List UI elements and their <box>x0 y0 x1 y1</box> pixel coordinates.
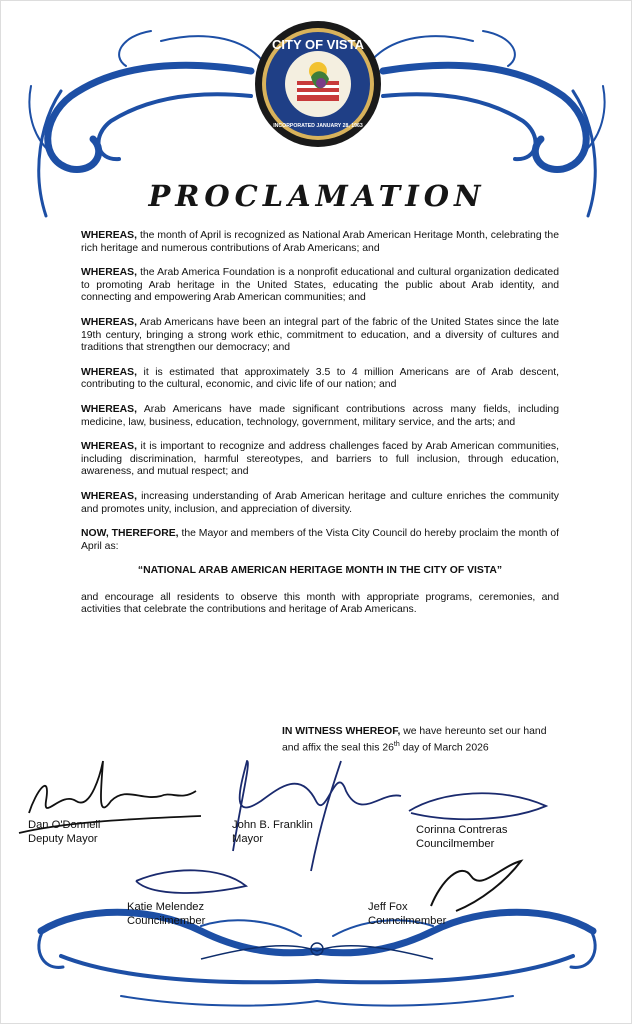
therefore-paragraph: NOW, THEREFORE, the Mayor and members of the Vista City Council do hereby proclaim the month of April as: <box>81 528 559 552</box>
whereas-paragraph: WHEREAS, it is estimated that approximately 3.5 to 4 million Americans are of Arab descent, contributing to the cultural, economic, and civic life of our nation; and <box>81 366 559 391</box>
signatory-deputy-mayor <box>28 818 100 846</box>
witness-statement: IN WITNESS WHEREOF, we have hereunto set our hand and affix the seal this 26th day of March 2026 <box>282 726 547 754</box>
signatory-councilmember-melendez <box>127 900 205 928</box>
whereas-paragraph: WHEREAS, Arab Americans have been an integral part of the fabric of the United States since the late 19th century, bringing a strong work ethic, commitment to education, and a diversity of cultures and traditions that strengthen our democracy; and <box>81 316 559 354</box>
whereas-paragraph: WHEREAS, increasing understanding of Arab American heritage and culture enriches the community and promotes unity, inclusion, and appreciation of diversity. <box>81 490 559 515</box>
signatory-title: Councilmember <box>416 838 495 850</box>
signatory-name: Jeff Fox <box>368 901 408 913</box>
signatory-title: Councilmember <box>127 915 206 927</box>
whereas-paragraph: WHEREAS, the Arab America Foundation is a nonprofit educational and cultural organization dedicated to promoting Arab heritage in the United States, educating the public about Arab identity, and connecting and empowering Arab American communities; and <box>81 267 559 304</box>
proclamation-body <box>81 230 559 629</box>
whereas-paragraph: WHEREAS, the month of April is recognized as National Arab American Heritage Month, celebrating the rich heritage and numerous contributions of Arab Americans; and <box>81 230 559 254</box>
signatory-mayor <box>232 818 313 846</box>
document-title: PROCLAMATION <box>148 179 486 213</box>
signatory-title: Mayor <box>232 833 264 845</box>
signatory-name: Katie Melendez <box>127 901 205 913</box>
signatory-name: Dan O'Donnell <box>28 819 101 831</box>
whereas-paragraph: WHEREAS, Arab Americans have made significant contributions across many fields, including medicine, law, business, education, technology, government, military service, and the arts; and <box>81 403 559 428</box>
signatory-name: Corinna Contreras <box>416 824 508 836</box>
seal-bottom-text: INCORPORATED JANUARY 28, 1963 <box>273 123 363 129</box>
closing-paragraph: and encourage all residents to observe this month with appropriate programs, ceremonies, and activities that celebrate the contributions and heritage of Arab Americans. <box>81 591 559 616</box>
signatory-title: Councilmember <box>368 915 447 927</box>
city-seal-logo <box>253 19 383 149</box>
signatory-name: John B. Franklin <box>232 819 313 831</box>
signatory-title: Deputy Mayor <box>28 833 98 845</box>
signatory-councilmember-fox <box>368 900 446 928</box>
proclamation-statement: “NATIONAL ARAB AMERICAN HERITAGE MONTH IN THE CITY OF VISTA” <box>137 565 503 577</box>
whereas-paragraph: WHEREAS, it is important to recognize and address challenges faced by Arab American communities, including discrimination, harmful stereotypes, and barriers to full inclusion, through education, awareness, and mutual respect; and <box>81 441 559 478</box>
seal-top-text: CITY OF VISTA <box>272 37 364 52</box>
signatory-councilmember-contreras <box>416 823 507 851</box>
